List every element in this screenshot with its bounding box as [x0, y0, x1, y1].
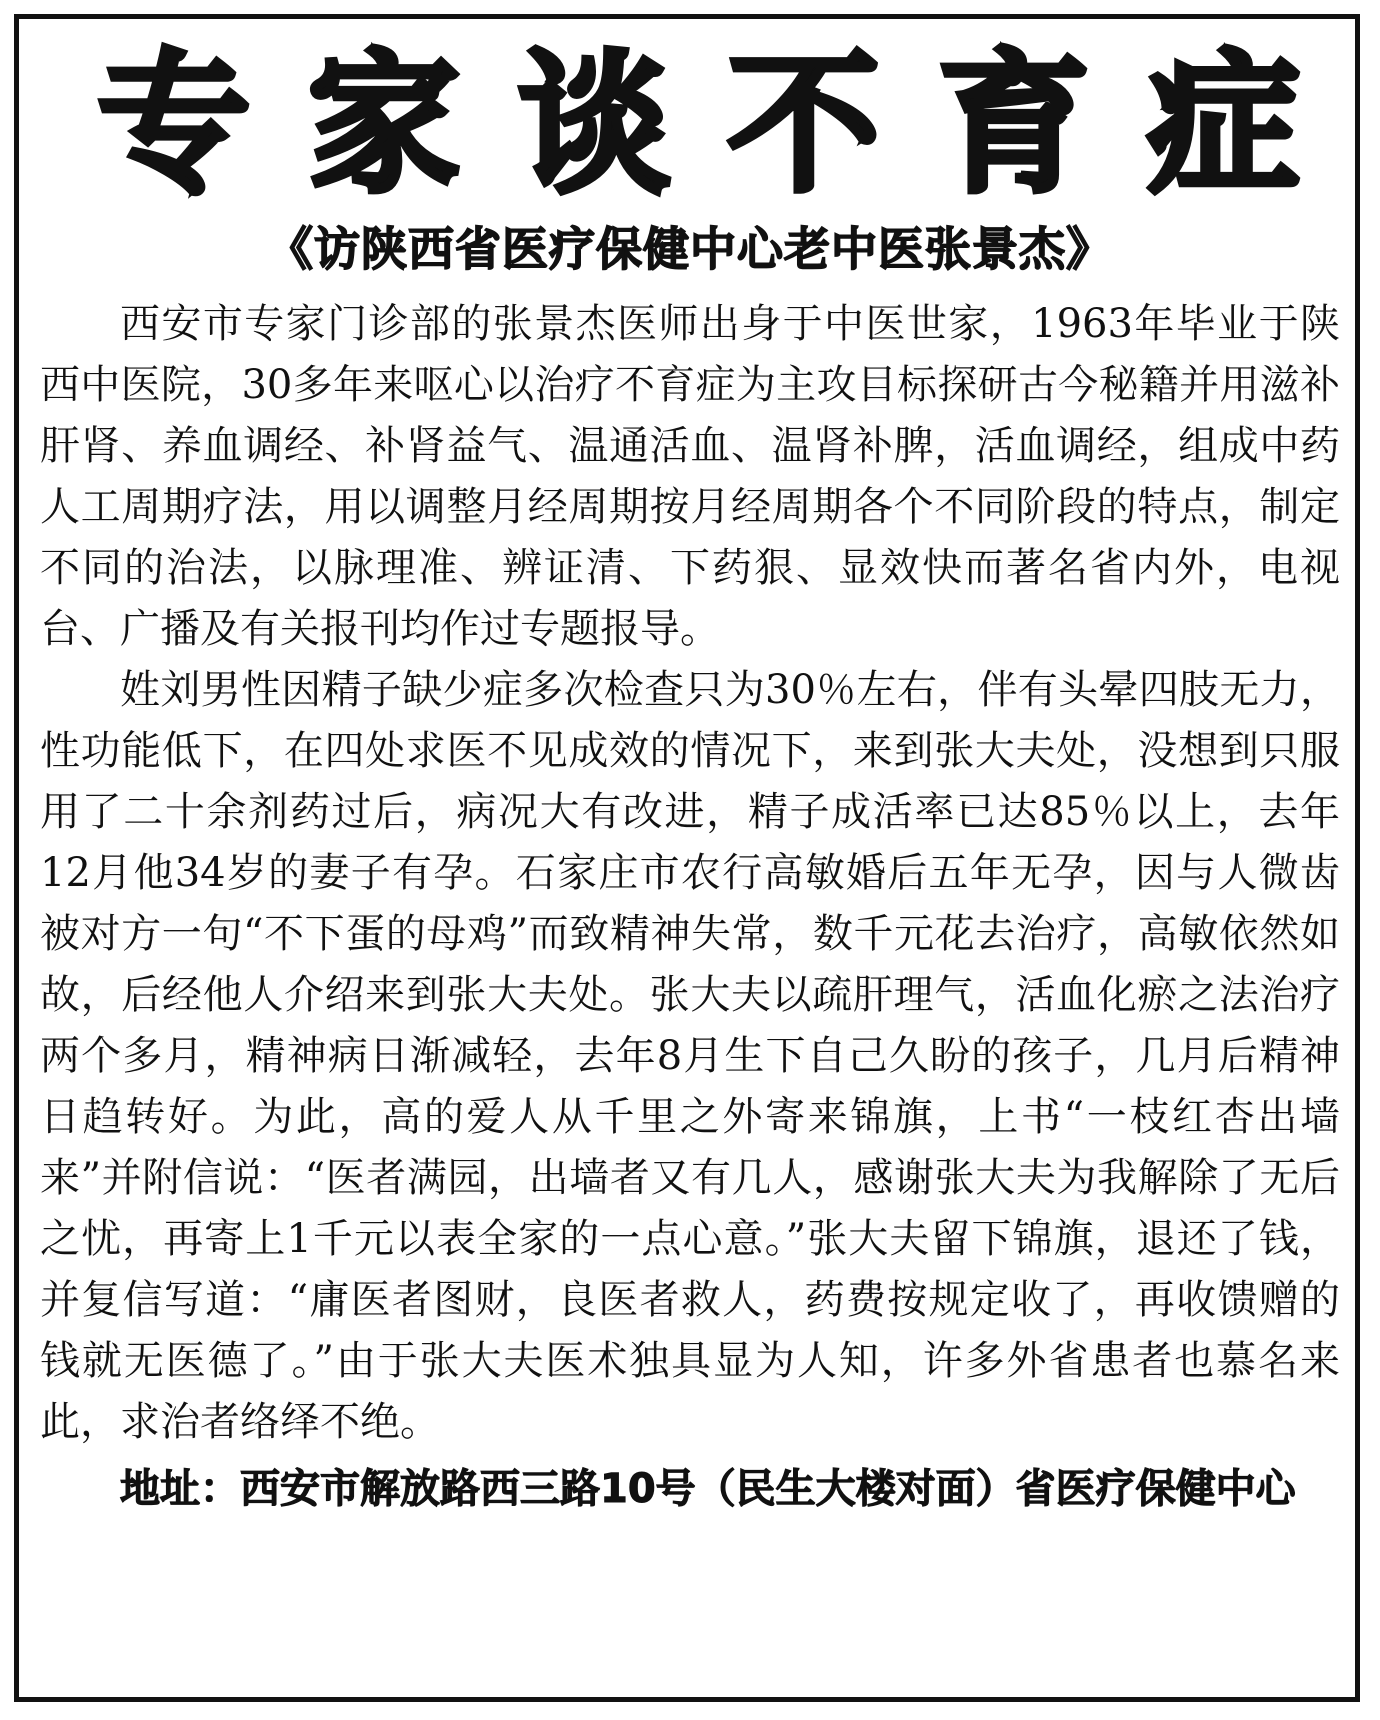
address-line: 地址：西安市解放路西三路10号（民生大楼对面）省医疗保健中心	[120, 1466, 1296, 1512]
article	[40, 36, 1358, 1520]
headline: 专家谈不育症	[98, 36, 1358, 213]
body-paragraph-1: 西安市专家门诊部的张景杰医师出身于中医世家，1963年毕业于陕西中医院，30多年来呕心以治疗不育症为主攻目标探研古今秘籍并用滋补肝肾、养血调经、补肾益气、温通活血、温肾补脾，活血调经，组成中药人工周期疗法，用以调整月经周期按月经周期各个不同阶段的特点，制定不同的治法，以脉理准、辨证清、下药狠、显效快而著名省内外，电视台、广播及有关报刊均作过专题报导。	[40, 301, 1340, 652]
subtitle: 《访陕西省医疗保健中心老中医张景杰》	[267, 222, 1113, 276]
body-paragraph-2: 姓刘男性因精子缺少症多次检查只为30％左右，伴有头晕四肢无力，性功能低下，在四处求医不见成效的情况下，来到张大夫处，没想到只服用了二十余剂药过后，病况大有改进，精子成活率已达85％以上，去年12月他34岁的妻子有孕。石家庄市农行高敏婚后五年无孕，因与人微齿被对方一句“不下蛋的母鸡”而致精神失常，数千元花去治疗，高敏依然如故，后经他人介绍来到张大夫处。张大夫以疏肝理气，活血化瘀之法治疗两个多月，精神病日渐减轻，去年8月生下自己久盼的孩子，几月后精神日趋转好。为此，高的爱人从千里之外寄来锦旗，上书“一枝红杏出墙来”并附信说：“医者满园，出墙者又有几人，感谢张大夫为我解除了无后之忧，再寄上1千元以表全家的一点心意。”张大夫留下锦旗，退还了钱，并复信写道：“庸医者图财，良医者救人，药费按规定收了，再收馈赠的钱就无医德了。”由于张大夫医术独具显为人知，许多外省患者也慕名来此，求治者络绎不绝。	[40, 667, 1340, 1445]
